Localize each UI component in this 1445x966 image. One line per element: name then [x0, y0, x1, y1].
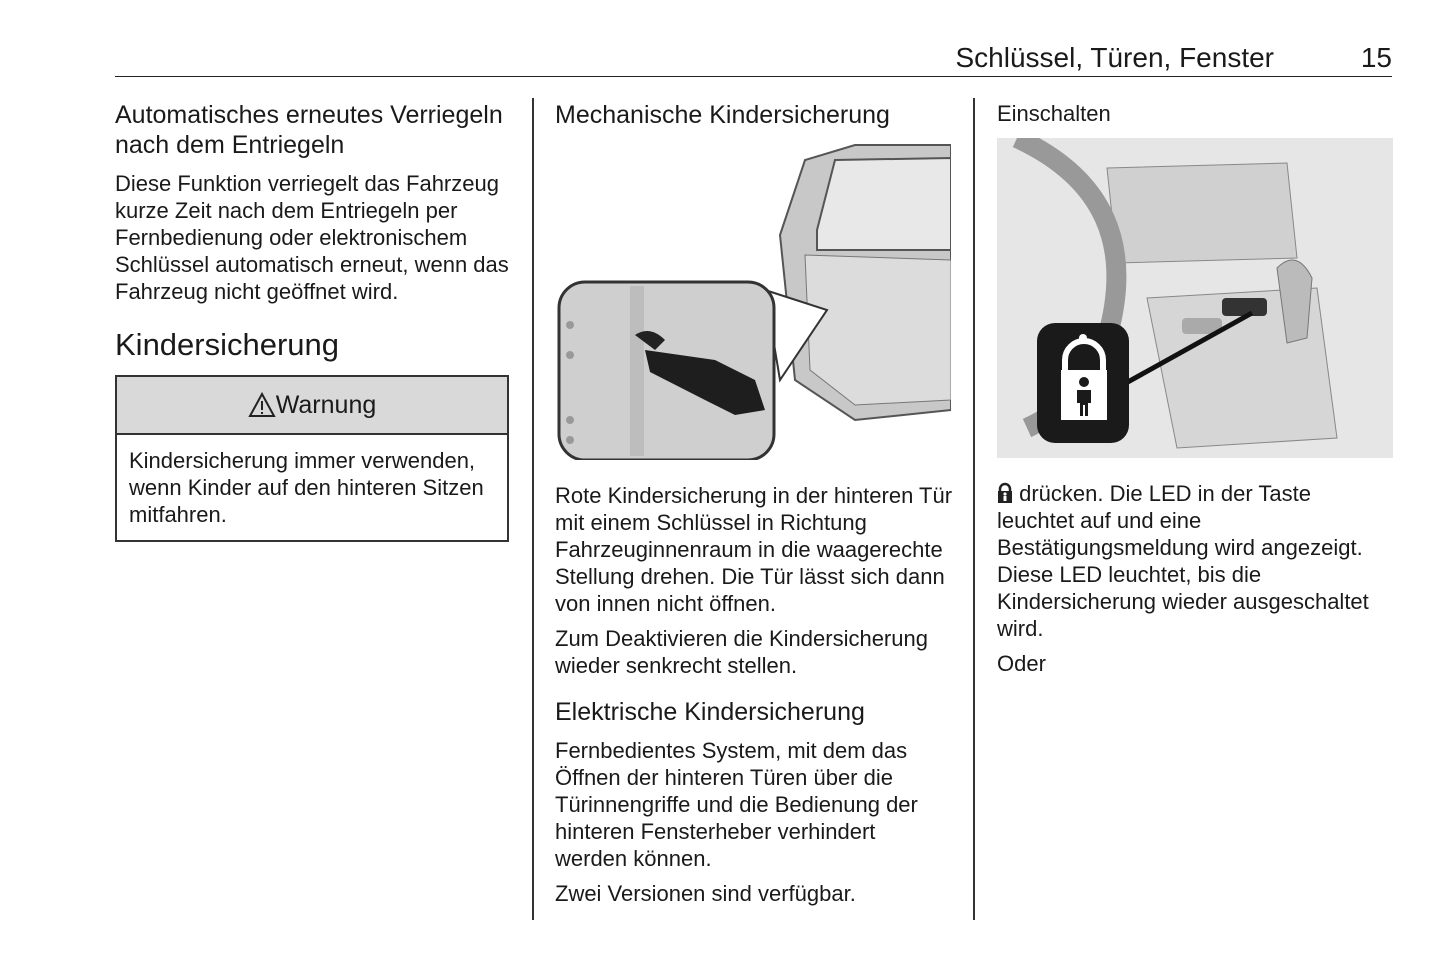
section-heading: Elektrische Kindersicherung	[555, 698, 865, 726]
column-divider	[532, 98, 534, 920]
electric-child-lock-illustration	[997, 138, 1393, 458]
section-title: Kindersicherung	[115, 327, 340, 362]
column-2	[555, 100, 953, 915]
column-3	[997, 100, 1393, 685]
body-text: Zwei Versionen sind verfügbar.	[555, 881, 856, 906]
warning-header	[117, 377, 507, 435]
body-text-content: drücken. Die LED in der Taste leuchtet auf und eine Bestätigungsmeldung wird angezeigt. Diese LED leuchtet, bis die Kindersicherung wieder ausgeschaltet wird.	[997, 481, 1369, 641]
page-number: 15	[1360, 42, 1392, 73]
section-heading: Automatisches erneutes Verriegeln nach dem Entriegeln	[115, 101, 503, 159]
body-text: Diese Funktion verriegelt das Fahrzeug kurze Zeit nach dem Entriegeln per Fernbedienung oder elektronischem Schlüssel automatisch erneut, wenn das Fahrzeug nicht geöffnet wird.	[115, 171, 509, 304]
body-text: Rote Kindersicherung in der hinteren Tür mit einem Schlüssel in Richtung Fahrzeuginnenraum in die waagerechte Stellung drehen. Die Tür lässt sich dann von innen nicht öffnen.	[555, 483, 953, 616]
body-text	[997, 480, 1393, 642]
body-text: Oder	[997, 651, 1046, 676]
warning-text: Kindersicherung immer verwenden, wenn Kinder auf den hinteren Sitzen mitfahren.	[129, 448, 484, 527]
section-heading: Einschalten	[997, 101, 1111, 126]
section-heading: Mechanische Kindersicherung	[555, 101, 890, 129]
header-title: Schlüssel, Türen, Fenster	[955, 42, 1274, 73]
warning-box	[115, 375, 509, 542]
body-text: Zum Deaktivieren die Kindersicherung wieder senkrecht stellen.	[555, 626, 928, 678]
mechanical-child-lock-illustration	[555, 140, 951, 460]
warning-title: Warnung	[275, 390, 377, 419]
warning-triangle-icon	[248, 392, 276, 418]
column-1	[115, 100, 510, 542]
page-header	[115, 40, 1392, 77]
column-divider	[973, 98, 975, 920]
body-text: Fernbedientes System, mit dem das Öffnen der hinteren Türen über die Türinnengriffe und die Bedienung der hinteren Fensterheber verhindert werden können.	[555, 738, 918, 871]
child-lock-icon	[997, 482, 1013, 504]
